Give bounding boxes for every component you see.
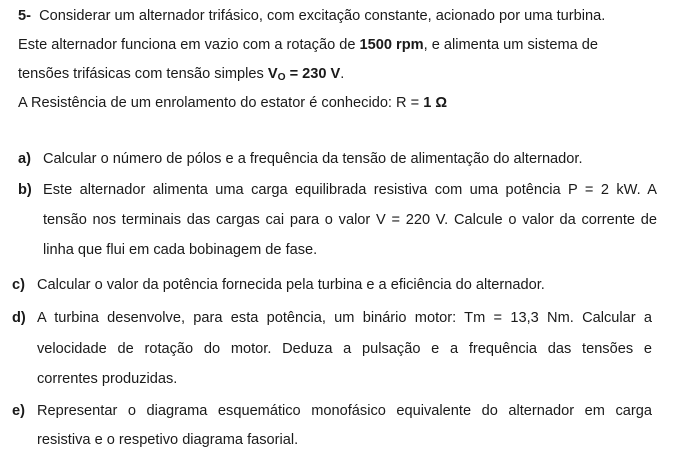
item-a-text: Calcular o número de pólos e a frequência da tensão de alimentação do alternador. (43, 151, 583, 167)
item-d-line-2: velocidade de rotação do motor. Deduza a pulsação e a frequência das tensões e (37, 341, 652, 357)
item-a-marker: a) (18, 151, 31, 167)
problem-statement-line-2 (18, 36, 598, 54)
item-d-marker: d) (12, 310, 26, 326)
item-b-line-2: tensão nos terminais das cargas cai para o valor V = 220 V. Calcule o valor da corrente de (43, 212, 657, 228)
item-d-line-1: A turbina desenvolve, para esta potência, um binário motor: Tm = 13,3 Nm. Calcular a (37, 310, 652, 326)
intro-text: Considerar um alternador trifásico, com excitação constante, acionado por uma turbina. (39, 8, 606, 24)
voltage-value: = 230 V (285, 66, 341, 82)
item-e-marker: e) (12, 403, 25, 419)
item-e-line-1: Representar o diagrama esquemático monofásico equivalente do alternador em carga (37, 403, 652, 419)
problem-number: 5- (18, 8, 31, 24)
voltage-subscript: O (277, 72, 286, 83)
intro-text: Este alternador funciona em vazio com a rotação de (18, 37, 360, 53)
problem-statement-line-4 (18, 94, 447, 112)
rotation-value: 1500 rpm (359, 37, 424, 53)
item-d-line-3: correntes produzidas. (37, 371, 178, 387)
intro-text: A Resistência de um enrolamento do estator é conhecido: R = (18, 95, 424, 111)
voltage-symbol: V (267, 66, 278, 82)
item-e-line-2: resistiva e o respetivo diagrama fasorial. (37, 432, 299, 448)
problem-statement-line-3 (18, 65, 344, 83)
intro-text: tensões trifásicas com tensão simples (18, 66, 268, 82)
item-b-line-3: linha que flui em cada bobinagem de fase. (43, 242, 318, 258)
intro-text: , e alimenta um sistema de (423, 37, 599, 53)
intro-text: . (340, 66, 345, 82)
item-c-marker: c) (12, 277, 25, 293)
item-c-text: Calcular o valor da potência fornecida pela turbina e a eficiência do alternador. (37, 277, 545, 293)
problem-statement-line-1 (18, 7, 605, 25)
item-b-marker: b) (18, 182, 32, 198)
item-b-line-1: Este alternador alimenta uma carga equilibrada resistiva com uma potência P = 2 kW. A (43, 182, 657, 198)
resistance-value: 1 Ω (423, 95, 448, 111)
